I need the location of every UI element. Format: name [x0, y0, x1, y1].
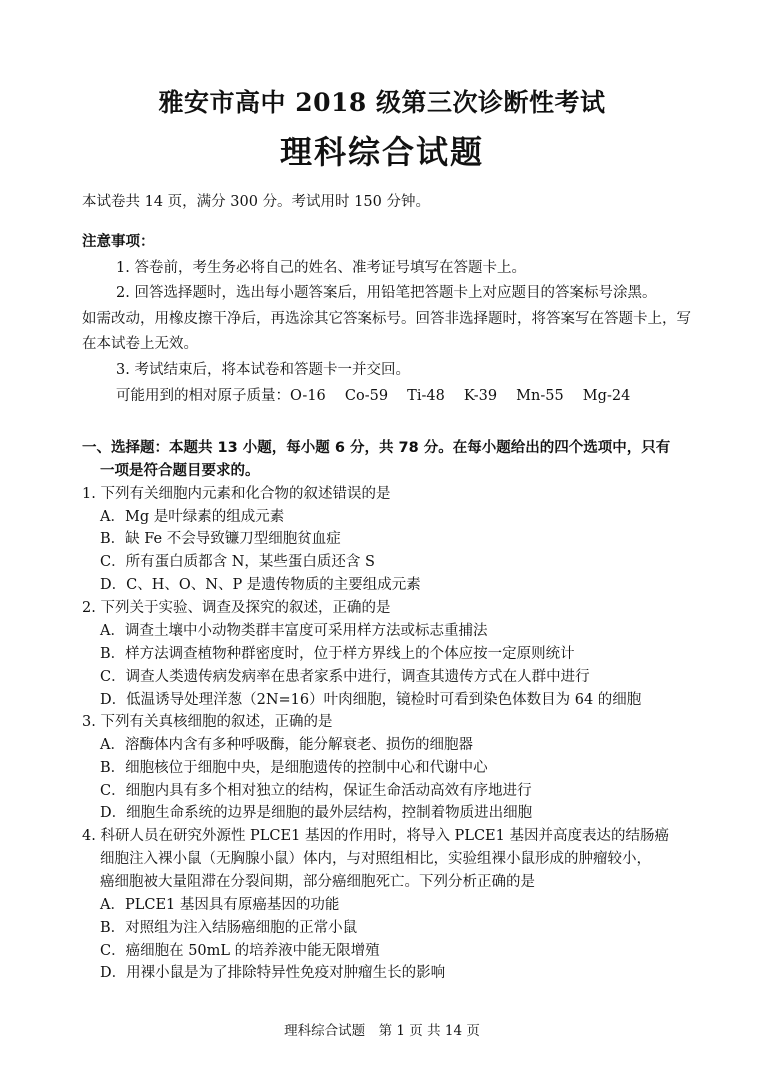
- question-1-option-c: C．所有蛋白质都含 N，某些蛋白质还含 S: [100, 554, 375, 570]
- question-3-option-d: D．细胞生命系统的边界是细胞的最外层结构，控制着物质进出细胞: [100, 805, 533, 821]
- question-1-stem: 1. 下列有关细胞内元素和化合物的叙述错误的是: [82, 486, 391, 502]
- notice-item-3: 3. 考试结束后，将本试卷和答题卡一并交回。: [116, 362, 410, 378]
- question-3-option-a: A．溶酶体内含有多种呼吸酶，能分解衰老、损伤的细胞器: [100, 737, 473, 753]
- exam-title: 雅安市高中 2018 级第三次诊断性考试: [158, 88, 606, 117]
- section-1-heading-line-1: 一、选择题：本题共 13 小题，每小题 6 分，共 78 分。在每小题给出的四个选项中，只有: [82, 440, 671, 456]
- question-4-option-c: C．癌细胞在 50mL 的培养液中能无限增殖: [100, 943, 380, 959]
- question-2-stem: 2. 下列关于实验、调查及探究的叙述，正确的是: [82, 600, 391, 616]
- question-3-stem: 3. 下列有关真核细胞的叙述，正确的是: [82, 714, 333, 730]
- question-2-option-b: B．样方法调查植物种群密度时，位于样方界线上的个体应按一定原则统计: [100, 646, 575, 662]
- question-4-option-a: A．PLCE1 基因具有原癌基因的功能: [100, 897, 340, 913]
- question-2-option-a: A．调查土壤中小动物类群丰富度可采用样方法或标志重捕法: [100, 623, 488, 639]
- question-3-option-b: B．细胞核位于细胞中央，是细胞遗传的控制中心和代谢中心: [100, 760, 488, 776]
- exam-intro: 本试卷共 14 页，满分 300 分。考试用时 150 分钟。: [82, 194, 430, 210]
- notice-heading: 注意事项：: [82, 234, 155, 250]
- notice-item-1: 1. 答卷前，考生务必将自己的姓名、准考证号填写在答题卡上。: [116, 260, 526, 276]
- question-4-option-b: B．对照组为注入结肠癌细胞的正常小鼠: [100, 920, 358, 936]
- question-4-stem-line-1: 4. 科研人员在研究外源性 PLCE1 基因的作用时，将导入 PLCE1 基因并高度表达的结肠癌: [82, 828, 669, 844]
- notice-item-2-line-1: 2. 回答选择题时，选出每小题答案后，用铅笔把答题卡上对应题目的答案标号涂黑。: [116, 285, 657, 301]
- question-1-option-b: B．缺 Fe 不会导致镰刀型细胞贫血症: [100, 531, 341, 547]
- question-4-stem-line-2: 细胞注入裸小鼠（无胸腺小鼠）体内，与对照组相比，实验组裸小鼠形成的肿瘤较小，: [100, 851, 651, 867]
- question-2-option-c: C．调查人类遗传病发病率在患者家系中进行，调查其遗传方式在人群中进行: [100, 669, 590, 685]
- page-footer: 理科综合试题 第 1 页 共 14 页: [284, 1023, 480, 1039]
- exam-subtitle: 理科综合试题: [279, 133, 484, 171]
- question-4-option-d: D．用裸小鼠是为了排除特异性免疫对肿瘤生长的影响: [100, 965, 446, 981]
- notice-item-2-line-2: 如需改动，用橡皮擦干净后，再选涂其它答案标号。回答非选择题时，将答案写在答题卡上，写: [82, 311, 691, 327]
- question-3-option-c: C．细胞内具有多个相对独立的结构，保证生命活动高效有序地进行: [100, 783, 532, 799]
- atomic-masses: 可能用到的相对原子质量：O-16 Co-59 Ti-48 K-39 Mn-55 Mg-24: [116, 388, 631, 404]
- question-1-option-a: A．Mg 是叶绿素的组成元素: [100, 509, 285, 525]
- notice-item-2-line-3: 在本试卷上无效。: [82, 336, 198, 352]
- section-1-heading-line-2: 一项是符合题目要求的。: [100, 463, 260, 479]
- question-1-option-d: D．C、H、O、N、P 是遗传物质的主要组成元素: [100, 577, 421, 593]
- question-2-option-d: D．低温诱导处理洋葱（2N=16）叶肉细胞，镜检时可看到染色体数目为 64 的细胞: [100, 692, 642, 708]
- question-4-stem-line-3: 癌细胞被大量阻滞在分裂间期，部分癌细胞死亡。下列分析正确的是: [100, 874, 535, 890]
